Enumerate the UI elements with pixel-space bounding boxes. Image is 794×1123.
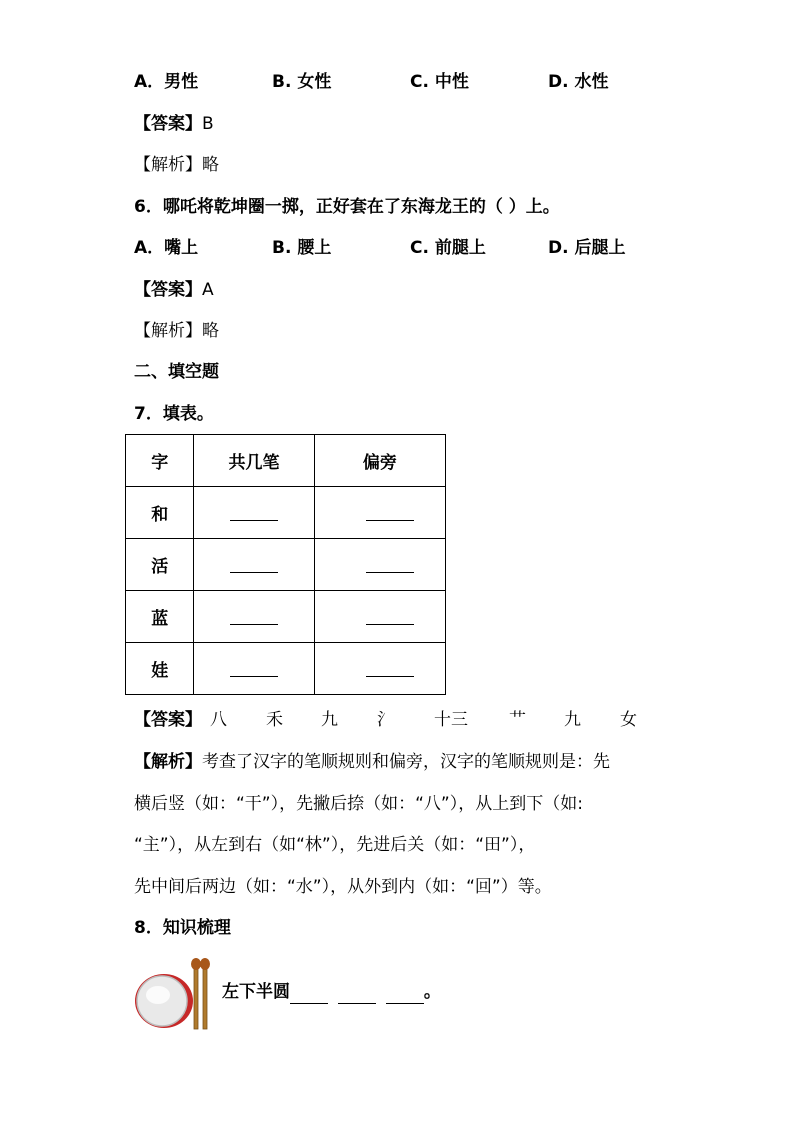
q8-question: 8．知识梳理 [134,918,231,938]
answer-item: 九 [321,710,338,730]
answer-item: 氵 [377,710,394,730]
q6-option-a: A．嘴上 [134,238,199,258]
analysis-tag: 【解析】 [134,155,202,175]
q6-option-b: B. 腰上 [272,238,332,258]
table-row [126,487,446,539]
answer-tag: 【答案】 [134,114,202,134]
analysis-text: 考查了汉字的笔顺规则和偏旁，汉字的笔顺规则是：先 [202,752,610,772]
q8-blank-3[interactable] [386,987,424,1004]
q7-analysis-line-4: 先中间后两边（如：“水”），从外到内（如：“回”）等。 [134,877,552,897]
stroke-blank[interactable] [194,643,314,695]
answer-tag: 【答案】 [134,280,202,300]
table-char: 蓝 [126,591,194,643]
q8-blank-2[interactable] [338,987,376,1004]
q8-end: 。 [423,982,441,1002]
answer-item: 女 [620,710,637,730]
analysis-tag: 【解析】 [134,752,202,772]
radical-blank[interactable] [314,643,445,695]
analysis-value: 略 [202,155,219,175]
q5-option-c: C. 中性 [410,72,469,92]
table-header: 共几笔 [194,435,314,487]
analysis-value: 略 [202,321,219,341]
radical-blank[interactable] [314,539,445,591]
answer-value: B [202,114,214,134]
q7-analysis-line-2: 横后竖（如：“干”），先撇后捺（如：“八”），从上到下（如: [134,794,583,814]
table-row [126,643,446,695]
stroke-blank[interactable] [194,591,314,643]
q8-blank-1[interactable] [290,987,328,1004]
q5-option-d: D. 水性 [548,72,609,92]
answer-tag: 【答案】 [134,710,202,730]
radical-blank[interactable] [314,591,445,643]
q6-option-c: C. 前腿上 [410,238,486,258]
table-header-row [126,435,446,487]
drum-icon [134,957,214,1031]
q5-answer [134,112,214,136]
table-char: 和 [126,487,194,539]
answer-item: 十三 [434,710,468,730]
q6-analysis [134,319,219,343]
answer-value: A [202,280,214,300]
analysis-tag: 【解析】 [134,321,202,341]
q5-option-b: B. 女性 [272,72,332,92]
q7-analysis-line-1 [134,750,610,774]
answer-item: 艹 [509,710,526,730]
table-row [126,591,446,643]
stroke-blank[interactable] [194,487,314,539]
table-header: 字 [126,435,194,487]
table-row [126,539,446,591]
q6-question: 6．哪吒将乾坤圈一掷，正好套在了东海龙王的（ ）上。 [134,197,560,217]
q8-prompt [222,980,441,1004]
q5-option-a: A．男性 [134,72,199,92]
q6-answer [134,278,214,302]
q8-prompt-text: 左下半圆 [222,982,290,1002]
radical-blank[interactable] [314,487,445,539]
answer-item: 九 [564,710,581,730]
answer-item: 禾 [266,710,283,730]
table-char: 活 [126,539,194,591]
fill-table [125,434,446,695]
table-char: 娃 [126,643,194,695]
q6-option-d: D. 后腿上 [548,238,626,258]
table-header: 偏旁 [314,435,445,487]
stroke-blank[interactable] [194,539,314,591]
q5-analysis [134,153,219,177]
q7-analysis-line-3: “主”），从左到右（如“林”），先进后关（如：“田”）， [134,835,536,855]
answer-item: 八 [210,710,227,730]
q7-question: 7．填表。 [134,404,214,424]
q7-answer [134,708,202,732]
section-title: 二、填空题 [134,362,219,382]
